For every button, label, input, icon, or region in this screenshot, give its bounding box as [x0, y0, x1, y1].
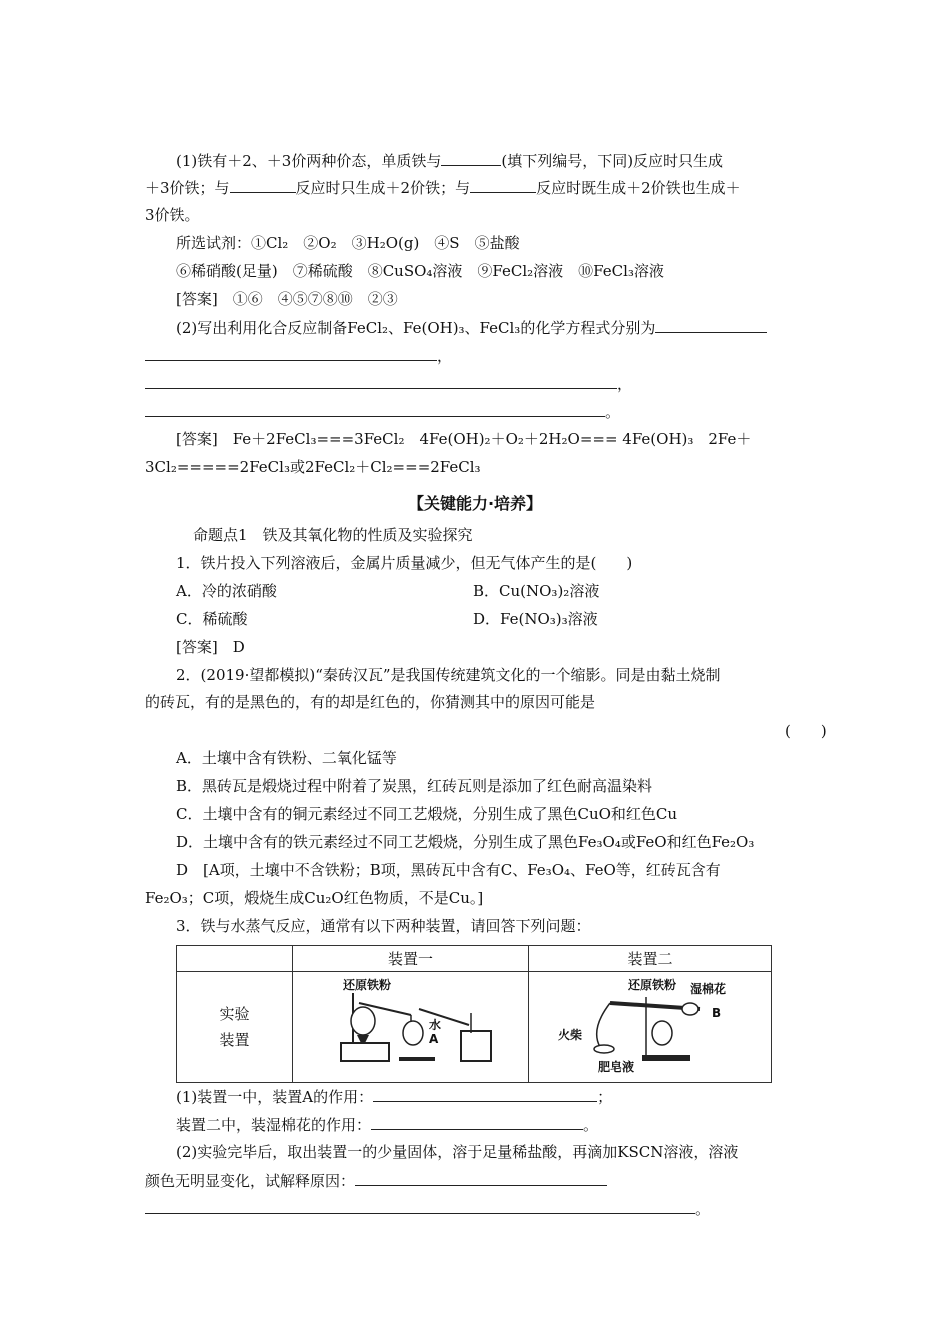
- q2-prompt: (2)写出利用化合反应制备FeCl₂、Fe(OH)₃、FeCl₃的化学方程式分别为: [176, 319, 656, 337]
- sub1-text: 装置二中，装湿棉花的作用：: [176, 1116, 372, 1134]
- item1-option-c: C．稀硫酸: [176, 610, 248, 628]
- punct: ；: [597, 1088, 613, 1106]
- sub2-text: 颜色无明显变化，试解释原因：: [145, 1172, 356, 1190]
- item1-option-a: A．冷的浓硝酸: [176, 582, 277, 600]
- answer-blank[interactable]: [355, 1170, 607, 1186]
- section-title: 【关键能力·培养】: [407, 494, 543, 513]
- punct: 。: [695, 1200, 711, 1218]
- label-water: 水: [428, 1018, 441, 1032]
- q2-answer-2: 3Cl₂=====2FeCl₃或2FeCl₂＋Cl₂===2FeCl₃: [145, 458, 481, 476]
- item2-option-a: A．土壤中含有铁粉、二氧化锰等: [176, 749, 397, 767]
- q1-line-1: [176, 150, 723, 171]
- q1-text: (填下列编号，下同)反应时只生成: [501, 152, 724, 170]
- label-match: 火柴: [558, 1028, 583, 1042]
- table-row-label: [177, 972, 293, 1083]
- label-a: A: [428, 1032, 438, 1046]
- q2-prompt-line: [176, 317, 767, 338]
- reagents-list: ①Cl₂ ②O₂ ③H₂O(g) ④S ⑤盐酸: [251, 234, 520, 252]
- answer-blank[interactable]: [470, 177, 536, 193]
- item1-answer: [答案] D: [176, 638, 245, 656]
- setup-1-cell: [293, 972, 529, 1083]
- setup-2-cell: [529, 972, 772, 1083]
- answer-blank[interactable]: [230, 177, 296, 193]
- item2-answer-paren: ( ): [785, 722, 827, 740]
- row-label-line: 装置: [219, 1031, 250, 1049]
- q1-line-3: 3价铁。: [145, 206, 200, 224]
- sub1-text: (1)装置一中，装置A的作用：: [176, 1088, 374, 1106]
- item1-stem: 1．铁片投入下列溶液后，金属片质量减少，但无气体产生的是( ): [176, 554, 633, 572]
- item2-explain-1: D [A项，土壤中不含铁粉；B项，黑砖瓦中含有C、Fe₃O₄、FeO等，红砖瓦含有: [176, 861, 721, 879]
- apparatus-table: [176, 945, 772, 1083]
- label-b: B: [712, 1006, 722, 1020]
- q1-text: (1)铁有＋2、＋3价两种价态，单质铁与: [176, 152, 442, 170]
- q2-answer-1: [答案] Fe＋2FeCl₃===3FeCl₂ 4Fe(OH)₂＋O₂＋2H₂O=== 4Fe(OH)₃ 2Fe＋: [176, 430, 752, 448]
- item1-option-b: B．Cu(NO₃)₂溶液: [473, 582, 600, 600]
- answer-blank[interactable]: [145, 401, 605, 417]
- answer-blank[interactable]: [371, 1114, 583, 1130]
- reagents-line-2: ⑥稀硝酸(足量) ⑦稀硫酸 ⑧CuSO₄溶液 ⑨FeCl₂溶液 ⑩FeCl₃溶液: [176, 262, 664, 280]
- label-wet-cotton: 湿棉花: [690, 982, 727, 996]
- q1-text: 反应时只生成＋2价铁；与: [295, 179, 471, 197]
- answer-blank[interactable]: [655, 317, 767, 333]
- reagents-intro: 所选试剂：: [176, 234, 252, 252]
- answer-blank[interactable]: [145, 1198, 695, 1214]
- answer-blank[interactable]: [145, 345, 437, 361]
- table-header-setup-1: 装置一: [293, 946, 529, 972]
- item2-option-b: B．黑砖瓦是煅烧过程中附着了炭黑，红砖瓦则是添加了红色耐高温染料: [176, 777, 653, 795]
- topic-title: 命题点1 铁及其氧化物的性质及实验探究: [193, 526, 473, 544]
- table-header-setup-2: 装置二: [529, 946, 772, 972]
- item3-sub1-line-2: [176, 1114, 598, 1135]
- punct: ，: [617, 375, 633, 393]
- answer-blank[interactable]: [441, 150, 501, 166]
- q2-line-2: [145, 345, 452, 366]
- setup-2-diagram: [550, 973, 750, 1077]
- row-label-line: 实验: [219, 1005, 250, 1023]
- item3-sub2-line-2: [145, 1170, 607, 1191]
- q2-line-4: [145, 401, 620, 422]
- item2-stem-2: 的砖瓦，有的是黑色的，有的却是红色的，你猜测其中的原因可能是: [145, 693, 596, 711]
- item2-explain-2: Fe₂O₃；C项，煅烧生成Cu₂O红色物质，不是Cu。]: [145, 889, 484, 907]
- punct: 。: [605, 403, 621, 421]
- q1-line-2: [145, 177, 741, 198]
- item3-sub2-line-3: [145, 1198, 710, 1219]
- setup-1-diagram: [301, 973, 521, 1077]
- item1-option-d: D．Fe(NO₃)₃溶液: [473, 610, 598, 628]
- answer-blank[interactable]: [145, 373, 617, 389]
- item3-stem: 3．铁与水蒸气反应，通常有以下两种装置，请回答下列问题：: [176, 917, 591, 935]
- item2-stem-1: 2．(2019·望都模拟)“秦砖汉瓦”是我国传统建筑文化的一个缩影。同是由黏土烧制: [176, 666, 721, 684]
- answer-blank[interactable]: [373, 1086, 597, 1102]
- label-soap-solution: 肥皂液: [598, 1060, 635, 1074]
- q2-line-3: [145, 373, 632, 394]
- label-reduced-iron-powder: 还原铁粉: [342, 978, 391, 992]
- punct: 。: [583, 1116, 599, 1134]
- punct: ，: [437, 347, 453, 365]
- q1-answer: [答案] ①⑥ ④⑤⑦⑧⑩ ②③: [176, 290, 398, 308]
- item2-option-c: C．土壤中含有的铜元素经过不同工艺煅烧，分别生成了黑色CuO和红色Cu: [176, 805, 678, 823]
- reagents-line-1: [176, 233, 520, 253]
- item3-sub2-line-1: (2)实验完毕后，取出装置一的少量固体，溶于足量稀盐酸，再滴加KSCN溶液，溶液: [176, 1143, 739, 1161]
- item2-option-d: D．土壤中含有的铁元素经过不同工艺煅烧，分别生成了黑色Fe₃O₄或FeO和红色Fe₂O₃: [176, 833, 755, 851]
- label-reduced-iron-powder: 还原铁粉: [628, 978, 677, 992]
- item3-sub1-line-1: [176, 1086, 612, 1107]
- q1-text: 反应时既生成＋2价铁也生成＋: [536, 179, 741, 197]
- q1-text: ＋3价铁；与: [145, 179, 230, 197]
- table-corner: [177, 946, 293, 972]
